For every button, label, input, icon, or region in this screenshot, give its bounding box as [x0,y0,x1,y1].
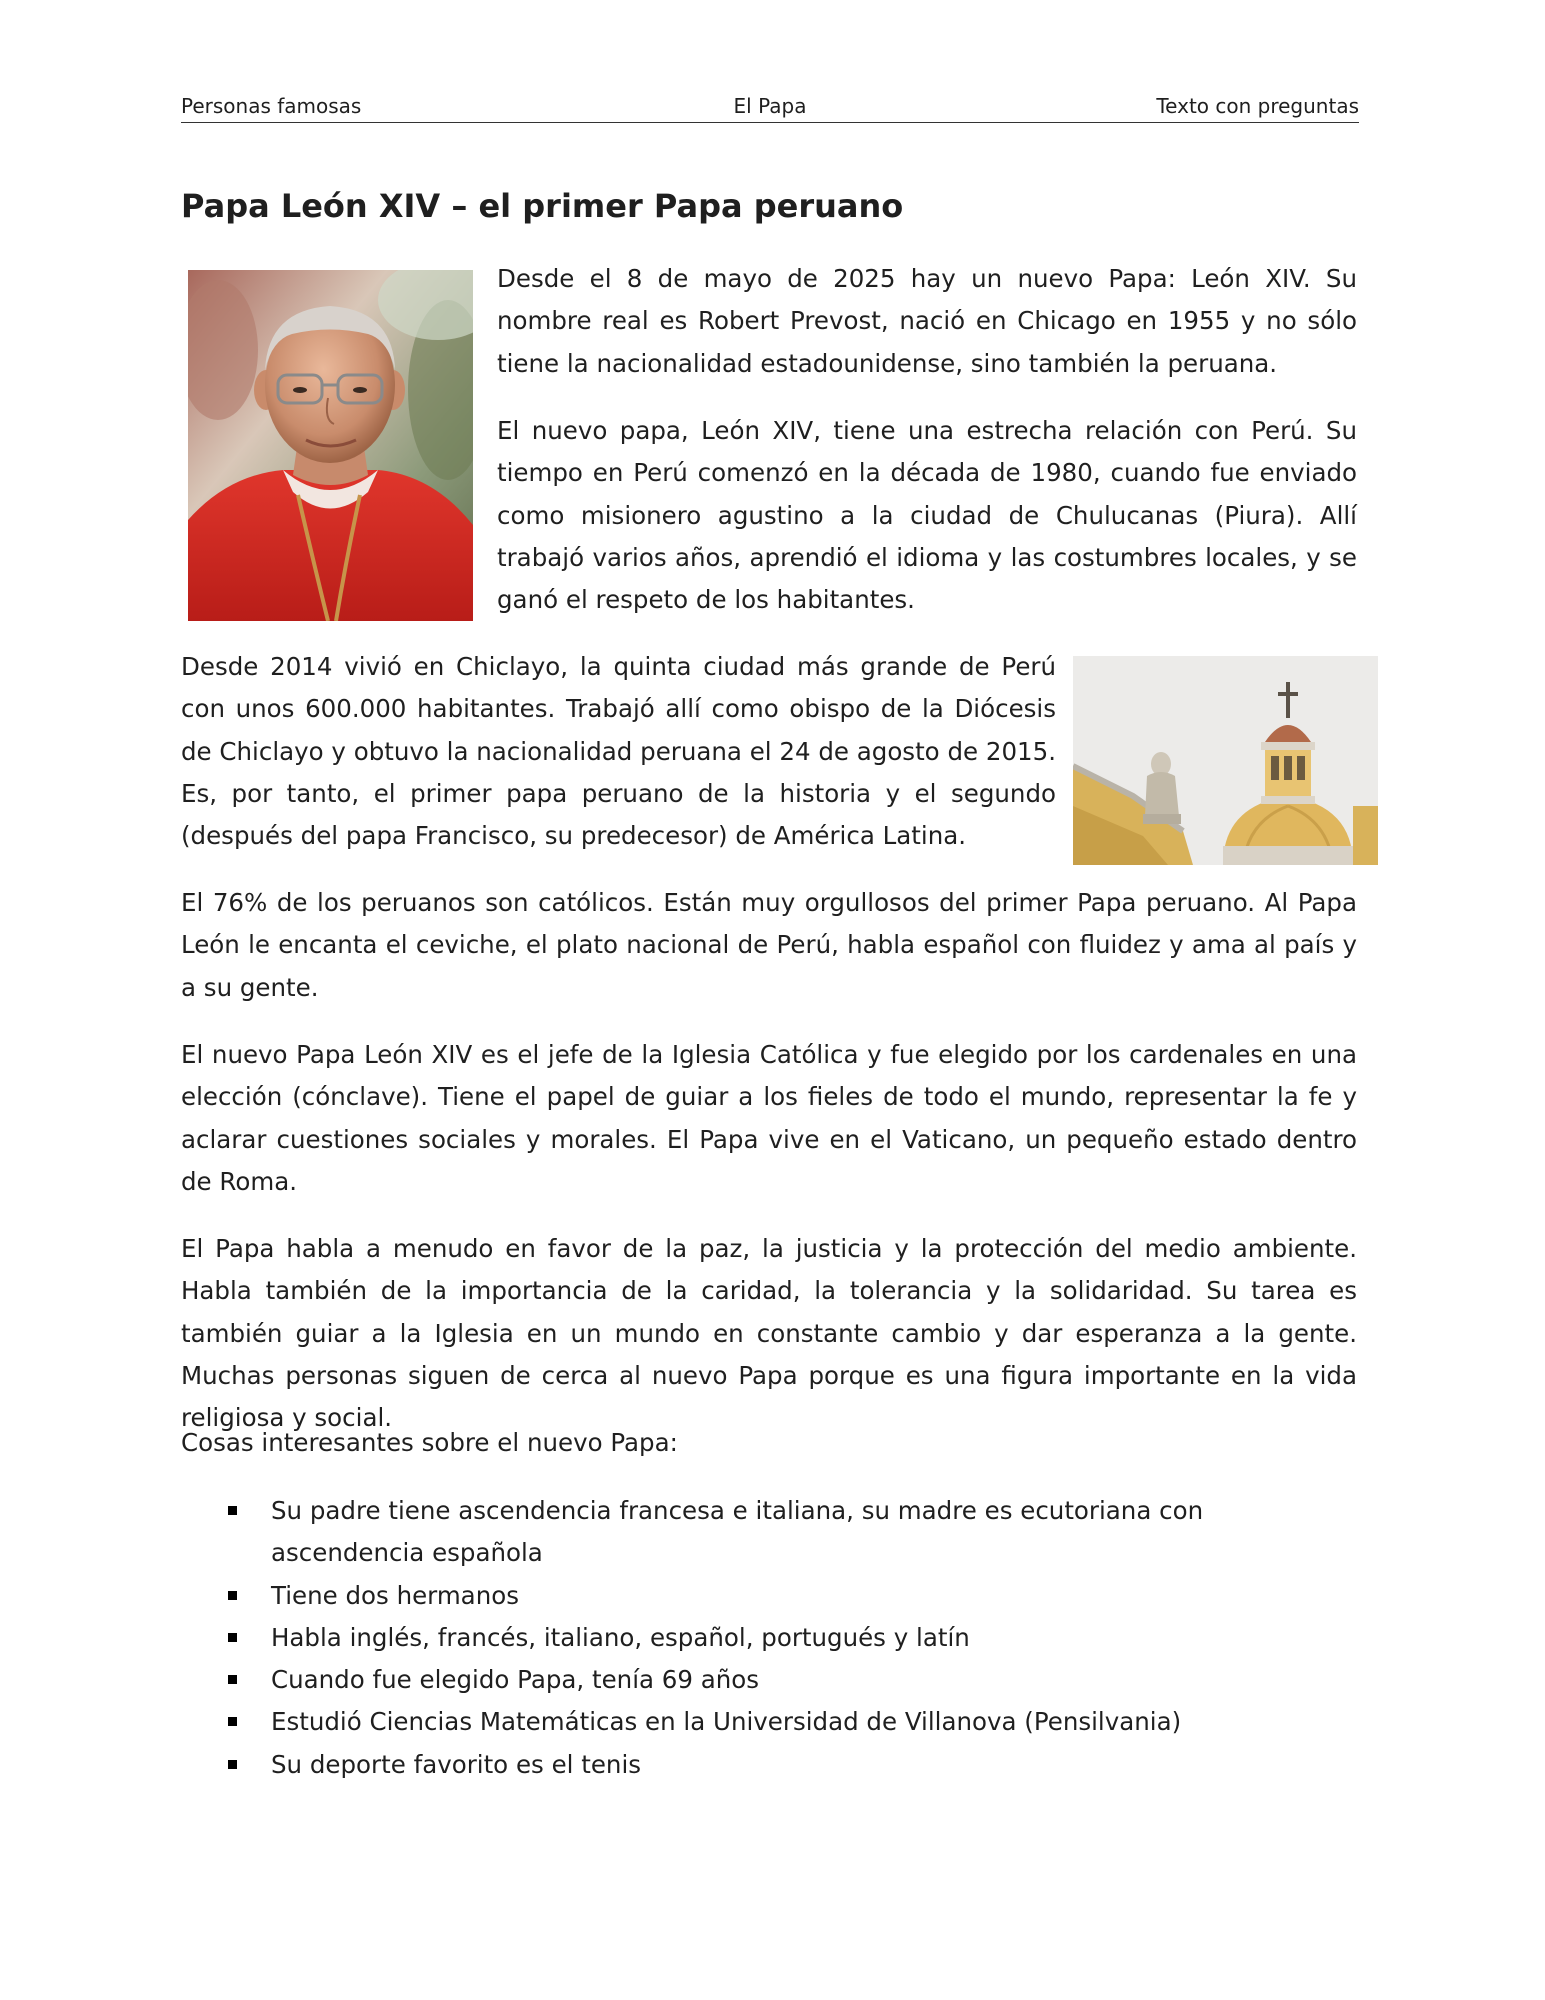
list-item [181,1701,1357,1743]
header-right-text: Texto con preguntas [1156,94,1359,118]
cathedral-dome-photo [1073,656,1378,865]
list-item-text: Cuando fue elegido Papa, tenía 69 años [271,1665,760,1695]
peace-justice-paragraph: El Papa habla a menudo en favor de la paz, la justicia y la protección del medio ambiente. Habla también de la importancia de la caridad, la tolerancia y la solidaridad. Su tarea es también guiar a la Iglesia en un mundo en constante cambio y dar esperanza a la gente. Muchas personas siguen de cerca al nuevo Papa porque es una figura importante en la vida religiosa y social. [181,1234,1357,1433]
square-bullet-icon [228,1633,237,1642]
list-item [181,1617,1357,1659]
list-item-text: Habla inglés, francés, italiano, español, portugués y latín [271,1622,970,1652]
square-bullet-icon [228,1717,237,1726]
facts-list [181,1490,1357,1786]
square-bullet-icon [228,1506,237,1515]
list-item-text: Su deporte favorito es el tenis [271,1749,642,1779]
header-center-text: El Papa [733,94,807,118]
list-item [181,1575,1357,1617]
square-bullet-icon [228,1760,237,1769]
intro-paragraph: Desde el 8 de mayo de 2025 hay un nuevo Papa: León XIV. Su nombre real es Robert Prevost, nació en Chicago en 1955 y no sólo tiene la nacionalidad estadounidense, sino también la peruana. [497,264,1357,378]
page-header [181,92,1359,123]
catholics-paragraph: El 76% de los peruanos son católicos. Están muy orgullosos del primer Papa peruano. Al Papa León le encanta el ceviche, el plato nacional de Perú, habla español con fluidez y ama al país y a su gente. [181,888,1357,1002]
document-title: Papa León XIV – el primer Papa peruano [181,187,904,225]
square-bullet-icon [228,1675,237,1684]
list-item [181,1744,1357,1786]
church-leader-paragraph: El nuevo Papa León XIV es el jefe de la Iglesia Católica y fue elegido por los cardenales en una elección (cónclave). Tiene el papel de guiar a los fieles de todo el mundo, representar la fe y aclarar cuestiones sociales y morales. El Papa vive en el Vaticano, un pequeño estado dentro de Roma. [181,1040,1357,1196]
list-item-text: Tiene dos hermanos [271,1580,519,1610]
peru-relation-paragraph: El nuevo papa, León XIV, tiene una estrecha relación con Perú. Su tiempo en Perú comenzó en la década de 1980, cuando fue enviado como misionero agustino a la ciudad de Chulucanas (Piura). Allí trabajó varios años, aprendió el idioma y las costumbres locales, y se ganó el respeto de los habitantes. [497,416,1357,615]
chiclayo-paragraph: Desde 2014 vivió en Chiclayo, la quinta ciudad más grande de Perú con unos 600.000 habitantes. Trabajó allí como obispo de la Diócesis de Chiclayo y obtuvo la nacionalidad peruana el 24 de agosto de 2015. Es, por tanto, el primer papa peruano de la historia y el segundo (después del papa Francisco, su predecesor) de América Latina. [181,652,1057,851]
list-item-text: Su padre tiene ascendencia francesa e italiana, su madre es ecutoriana con ascendencia española [271,1496,1204,1568]
facts-intro-paragraph: Cosas interesantes sobre el nuevo Papa: [181,1428,678,1457]
pope-portrait-photo [188,270,473,621]
list-item-text: Estudió Ciencias Matemáticas en la Universidad de Villanova (Pensilvania) [271,1707,1182,1737]
list-item [181,1659,1357,1701]
header-left-text: Personas famosas [181,94,362,118]
square-bullet-icon [228,1591,237,1600]
list-item [181,1490,1357,1575]
